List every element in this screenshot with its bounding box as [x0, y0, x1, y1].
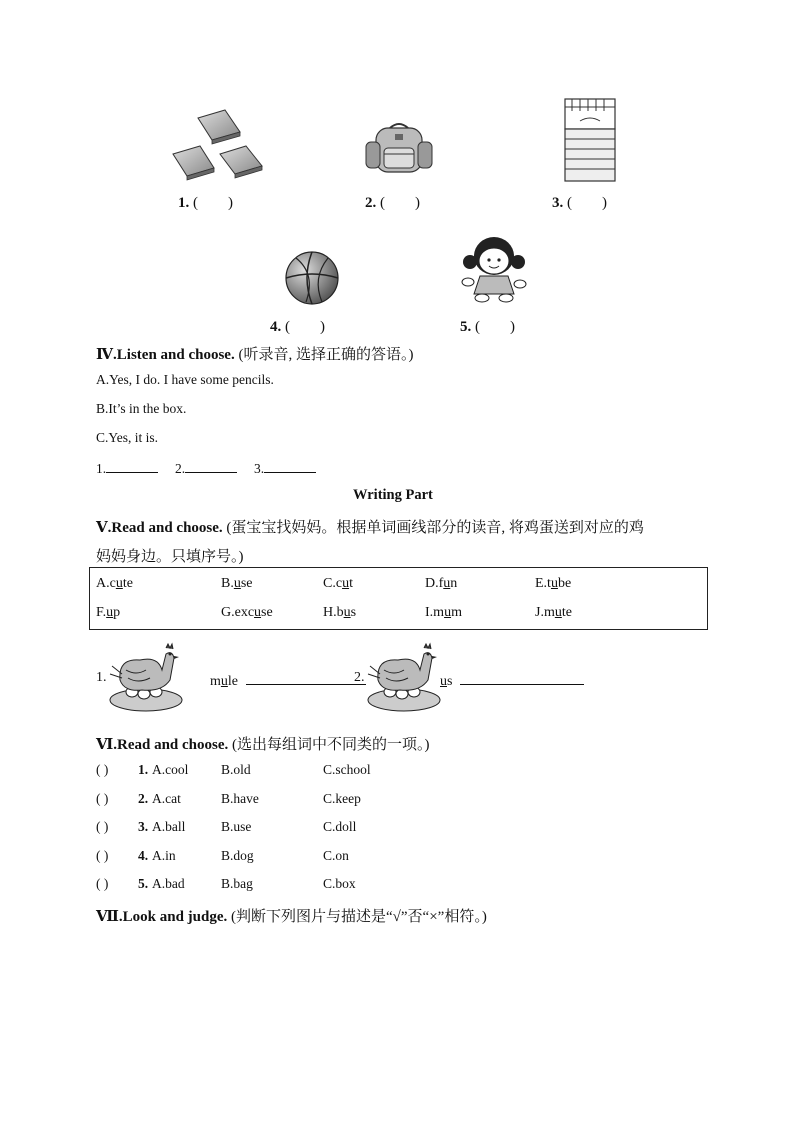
word-a: A.cute: [96, 576, 133, 591]
shoe-rack-icon: [560, 97, 620, 183]
sound-table: [89, 567, 708, 630]
word-d: D.fun: [425, 576, 458, 591]
section4-option-b: B.It’s in the box.: [96, 401, 187, 416]
section4-option-c: C.Yes, it is.: [96, 430, 159, 445]
word-f: F.up: [96, 605, 121, 620]
section6-row-5-a: A.bad: [152, 876, 185, 891]
hen-1-word: mule: [210, 670, 366, 690]
hen-1-blank[interactable]: [246, 670, 366, 685]
section6-row-5-num: 5.: [138, 876, 149, 891]
part3-item-5: 5. ( ): [460, 319, 515, 335]
section6-row-4-c: C.on: [323, 848, 349, 863]
girl-doll-picture: [458, 232, 530, 304]
section6-row-5: ( ): [96, 876, 109, 891]
schoolbag-icon: [362, 120, 437, 178]
hen-1-picture: [106, 640, 186, 714]
word-i: I.mum: [425, 605, 462, 620]
books-picture: [170, 108, 265, 186]
books-icon: [170, 108, 265, 186]
section6-row-2: ( ): [96, 791, 109, 806]
section6-row-3-a: A.ball: [152, 819, 186, 834]
section6-row-1-b: B.old: [221, 762, 251, 777]
section6-row-2-a: A.cat: [152, 791, 181, 806]
section6-row-2-b: B.have: [221, 791, 259, 806]
section7-heading: Ⅶ.Look and judge. (判断下列图片与描述是“√”否“×”相符。): [96, 909, 487, 925]
schoolbag-picture: [362, 120, 437, 178]
section5-heading-cont: 妈妈身边。只填序号。): [96, 549, 244, 565]
hen-nest-icon: [364, 640, 444, 714]
section6-row-3-num: 3.: [138, 819, 149, 834]
writing-part-title: Writing Part: [353, 487, 433, 503]
section6-row-1: ( ): [96, 762, 109, 777]
section6-heading: Ⅵ.Read and choose. (选出每组词中不同类的一项。): [96, 737, 430, 753]
part3-item-4: 4. ( ): [270, 319, 325, 335]
hen-1-number: 1.: [96, 670, 107, 685]
section6-row-1-a: A.cool: [152, 762, 189, 777]
section6-row-4-num: 4.: [138, 848, 149, 863]
section6-row-4-a: A.in: [152, 848, 176, 863]
word-e: E.tube: [535, 576, 572, 591]
part3-item-1: 1. ( ): [178, 195, 233, 211]
section5-heading: Ⅴ.Read and choose. (蛋宝宝找妈妈。根据单词画线部分的读音, 将鸡蛋送到对应的鸡: [96, 520, 644, 536]
basketball-picture: [284, 250, 340, 306]
answer-blank-3[interactable]: [264, 458, 316, 473]
hen-2-word: us: [440, 670, 584, 690]
shoe-rack-picture: [560, 97, 620, 183]
answer-blank-1[interactable]: [106, 458, 158, 473]
hen-2-blank[interactable]: [460, 670, 584, 685]
section6-row-3-b: B.use: [221, 819, 252, 834]
section6-row-5-b: B.bag: [221, 876, 253, 891]
section6-row-1-num: 1.: [138, 762, 149, 777]
section6-row-4: ( ): [96, 848, 109, 863]
hen-2-picture: [364, 640, 444, 714]
section6-row-2-num: 2.: [138, 791, 149, 806]
basketball-icon: [284, 250, 340, 306]
section4-heading: Ⅳ.Listen and choose. (听录音, 选择正确的答语。): [96, 347, 414, 363]
section4-answers: 1. 2. 3.: [96, 458, 316, 477]
section4-option-a: A.Yes, I do. I have some pencils.: [96, 372, 274, 387]
section6-row-4-b: B.dog: [221, 848, 254, 863]
section6-row-1-c: C.school: [323, 762, 371, 777]
word-j: J.mute: [535, 605, 572, 620]
word-h: H.bus: [323, 605, 357, 620]
hen-2-number: 2.: [354, 670, 365, 685]
word-c: C.cut: [323, 576, 353, 591]
word-b: B.use: [221, 576, 253, 591]
section6-row-5-c: C.box: [323, 876, 356, 891]
section6-row-3-c: C.doll: [323, 819, 357, 834]
section6-row-3: ( ): [96, 819, 109, 834]
answer-blank-2[interactable]: [185, 458, 237, 473]
hen-nest-icon: [106, 640, 186, 714]
word-g: G.excuse: [221, 605, 273, 620]
girl-doll-icon: [458, 232, 530, 304]
part3-item-2: 2. ( ): [365, 195, 420, 211]
part3-item-3: 3. ( ): [552, 195, 607, 211]
section6-row-2-c: C.keep: [323, 791, 361, 806]
